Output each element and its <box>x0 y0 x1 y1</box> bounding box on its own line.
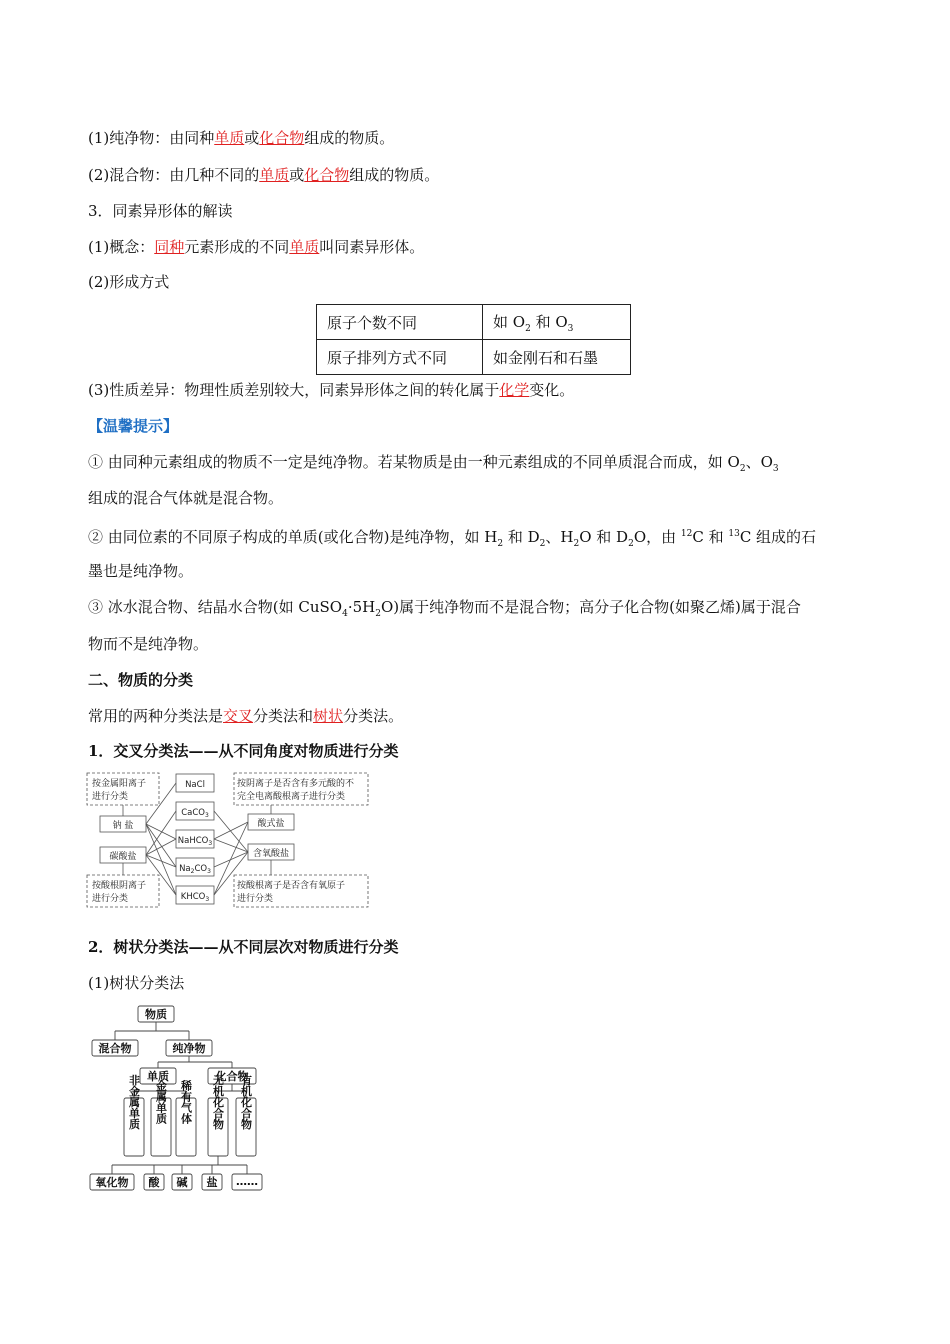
tip-3-line-1: ③ 冰水混合物、结晶水合物(如 $CuSO_4\cdot 5H_2O$)属于纯净物而不是混合物；高分子化合物(如聚乙烯)属于混合 <box>88 598 801 619</box>
tip-1-line-2: 组成的混合气体就是混合物。 <box>88 489 284 507</box>
classification-heading: 二、物质的分类 <box>88 671 194 689</box>
tree-label: 稀有气体 <box>179 1080 193 1124</box>
tree-label: 混合物 <box>98 1042 132 1055</box>
tree-label: 盐 <box>206 1176 218 1189</box>
compound-label: NaCl <box>185 780 205 790</box>
note-text: 按金属阳离子 <box>92 779 147 789</box>
category-label: 碳酸盐 <box>109 852 137 862</box>
tree-label: 非金属单质 <box>127 1074 141 1130</box>
compound-label: NaHCO$_3$ <box>177 836 213 847</box>
cross-heading: 1．交叉分类法——从不同角度对物质进行分类 <box>88 742 399 760</box>
category-label: 酸式盐 <box>257 819 285 829</box>
note-text: 进行分类 <box>92 894 129 904</box>
tip-1-line-1: ① 由同种元素组成的物质不一定是纯净物。若某物质是由一种元素组成的不同单质混合而成，如 $O_2$、$O_3$ <box>88 453 779 474</box>
allotrope-concept: (1)概念：同种元素形成的不同单质叫同素异形体。 <box>88 238 425 256</box>
category-label: 含氧酸盐 <box>252 849 290 859</box>
tree-label: 金属单质 <box>154 1080 168 1124</box>
pure-substance-line: (1)纯净物：由同种单质或化合物组成的物质。 <box>88 129 395 147</box>
tree-label: 碱 <box>176 1176 188 1189</box>
table-cell: 如 $O_2$ 和 $O_3$ <box>483 305 631 340</box>
tips-title: 【温馨提示】 <box>88 417 179 435</box>
tip-2-line-2: 墨也是纯净物。 <box>88 562 194 580</box>
table-row <box>317 305 631 340</box>
note-text: 按酸根离子是否含有氧原子 <box>237 881 346 891</box>
table-cell: 原子排列方式不同 <box>317 340 483 375</box>
tree-label: 氧化物 <box>95 1176 129 1189</box>
property-line: (3)性质差异：物理性质差别较大，同素异形体之间的转化属于化学变化。 <box>88 381 575 399</box>
allotrope-table <box>316 304 631 375</box>
tree-label: 化合物 <box>215 1070 249 1083</box>
tree-sub-heading: (1)树状分类法 <box>88 974 185 992</box>
compound-label: CaCO$_3$ <box>181 808 209 819</box>
table-cell: 如金刚石和石墨 <box>483 340 631 375</box>
note-text: 进行分类 <box>92 792 129 802</box>
tree-label: …… <box>236 1175 258 1188</box>
allotrope-heading: 3．同素异形体的解读 <box>88 202 233 220</box>
tree-label: 单质 <box>147 1070 169 1083</box>
category-label: 钠 盐 <box>112 821 134 831</box>
tree-classification-diagram <box>88 1004 268 1196</box>
classification-intro: 常用的两种分类法是交叉分类法和树状分类法。 <box>88 707 404 725</box>
tip-3-line-2: 物而不是纯净物。 <box>88 635 209 653</box>
tree-label: 纯净物 <box>172 1042 206 1055</box>
mixture-line: (2)混合物：由几种不同的单质或化合物组成的物质。 <box>88 166 440 184</box>
note-text: 进行分类 <box>237 894 274 904</box>
compound-label: $Na_2CO_3$ <box>179 864 211 875</box>
tree-label: 酸 <box>148 1176 160 1189</box>
tip-2-line-1: ② 由同位素的不同原子构成的单质(或化合物)是纯净物，如 $H_2$ 和 $D_2$、$H_2O$ 和 $D_2O$，由 $^{12}$C 和 $^{13}$C 组成的石 <box>88 528 817 549</box>
note-text: 按酸根阴离子 <box>92 881 147 891</box>
formation-label: (2)形成方式 <box>88 273 170 291</box>
cross-classification-diagram <box>86 770 376 910</box>
table-cell: 原子个数不同 <box>317 305 483 340</box>
compound-label: $KHCO_3$ <box>180 892 210 903</box>
tree-label: 有机化合物 <box>239 1074 253 1130</box>
table-row <box>317 340 631 375</box>
tree-label: 无机化合物 <box>211 1074 225 1130</box>
tree-heading: 2．树状分类法——从不同层次对物质进行分类 <box>88 938 399 956</box>
note-text: 按阴离子是否含有多元酸的不 <box>237 779 355 789</box>
note-text: 完全电离酸根离子进行分类 <box>237 792 346 802</box>
tree-label: 物质 <box>145 1008 167 1021</box>
